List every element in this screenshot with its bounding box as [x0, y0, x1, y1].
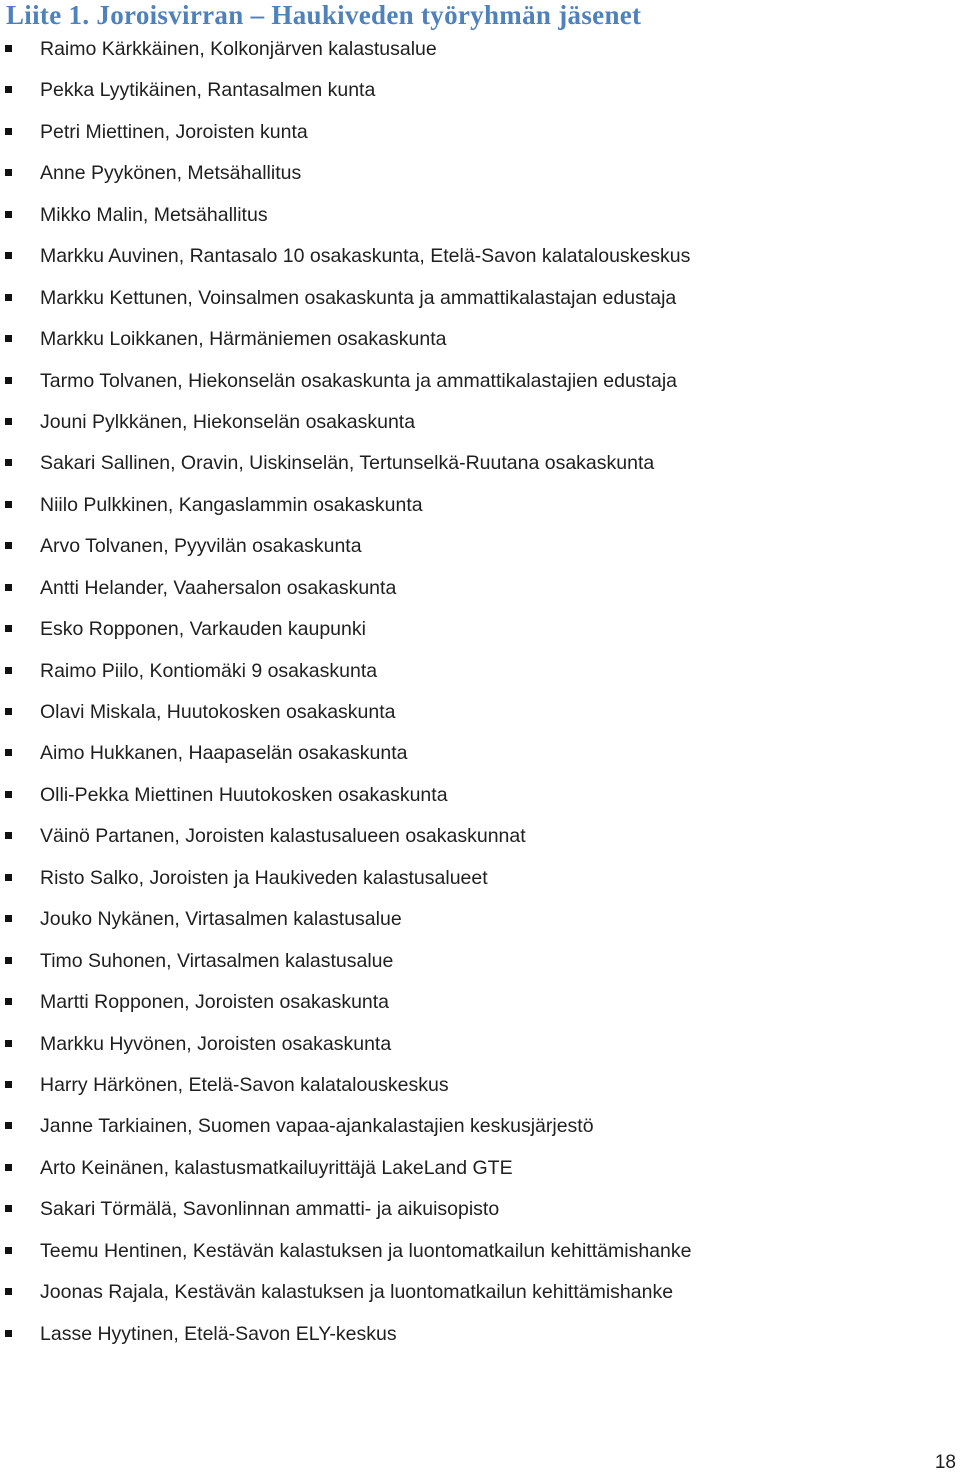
square-bullet-icon [5, 459, 12, 466]
square-bullet-icon [5, 1288, 12, 1295]
member-name: Petri Miettinen, Joroisten kunta [40, 120, 308, 143]
square-bullet-icon [5, 1205, 12, 1212]
square-bullet-icon [5, 45, 12, 52]
member-name: Pekka Lyytikäinen, Rantasalmen kunta [40, 79, 376, 102]
square-bullet-icon [5, 377, 12, 384]
page-title: Liite 1. Joroisvirran – Haukiveden työryhmän jäsenet [6, 0, 642, 30]
member-name: Arvo Tolvanen, Pyyvilän osakaskunta [40, 535, 362, 558]
square-bullet-icon [5, 501, 12, 508]
member-name: Markku Auvinen, Rantasalo 10 osakaskunta, Etelä-Savon kalatalouskeskus [40, 245, 691, 268]
member-name: Teemu Hentinen, Kestävän kalastuksen ja luontomatkailun kehittämishanke [40, 1239, 692, 1262]
member-name: Markku Loikkanen, Härmäniemen osakaskunta [40, 328, 447, 351]
member-name: Martti Ropponen, Joroisten osakaskunta [40, 991, 390, 1014]
square-bullet-icon [5, 708, 12, 715]
square-bullet-icon [5, 957, 12, 964]
member-name: Olavi Miskala, Huutokosken osakaskunta [40, 701, 396, 723]
square-bullet-icon [5, 749, 12, 756]
page-number: 18 [934, 1452, 956, 1473]
member-name: Esko Ropponen, Varkauden kaupunki [40, 618, 366, 641]
member-name: Harry Härkönen, Etelä-Savon kalatalouskeskus [40, 1073, 449, 1096]
square-bullet-icon [5, 791, 12, 798]
member-name: Markku Hyvönen, Joroisten osakaskunta [40, 1032, 392, 1055]
square-bullet-icon [5, 294, 12, 301]
square-bullet-icon [5, 211, 12, 218]
member-name: Sakari Törmälä, Savonlinnan ammatti- ja aikuisopisto [40, 1198, 500, 1221]
square-bullet-icon [5, 832, 12, 839]
square-bullet-icon [5, 1122, 12, 1129]
square-bullet-icon [5, 542, 12, 549]
square-bullet-icon [5, 418, 12, 425]
member-name: Lasse Hyytinen, Etelä-Savon ELY-keskus [40, 1322, 397, 1345]
square-bullet-icon [5, 667, 12, 674]
square-bullet-icon [5, 1247, 12, 1254]
member-name: Aimo Hukkanen, Haapaselän osakaskunta [40, 742, 408, 765]
square-bullet-icon [5, 335, 12, 342]
square-bullet-icon [5, 625, 12, 632]
member-name: Antti Helander, Vaahersalon osakaskunta [40, 576, 397, 599]
member-name: Markku Kettunen, Voinsalmen osakaskunta ja ammattikalastajan edustaja [40, 286, 677, 309]
member-name: Mikko Malin, Metsähallitus [40, 203, 268, 226]
member-name: Anne Pyykönen, Metsähallitus [40, 162, 302, 185]
member-name: Risto Salko, Joroisten ja Haukiveden kalastusalueet [40, 866, 488, 889]
square-bullet-icon [5, 1081, 12, 1088]
member-name: Raimo Kärkkäinen, Kolkonjärven kalastusalue [40, 38, 437, 60]
member-name: Arto Keinänen, kalastusmatkailuyrittäjä LakeLand GTE [40, 1156, 513, 1179]
member-name: Jouni Pylkkänen, Hiekonselän osakaskunta [40, 410, 416, 433]
member-name: Sakari Sallinen, Oravin, Uiskinselän, Tertunselkä-Ruutana osakaskunta [40, 452, 655, 475]
square-bullet-icon [5, 998, 12, 1005]
square-bullet-icon [5, 1330, 12, 1337]
square-bullet-icon [5, 1164, 12, 1171]
square-bullet-icon [5, 915, 12, 922]
square-bullet-icon [5, 128, 12, 135]
square-bullet-icon [5, 584, 12, 591]
member-name: Joonas Rajala, Kestävän kalastuksen ja luontomatkailun kehittämishanke [40, 1281, 674, 1304]
square-bullet-icon [5, 86, 12, 93]
member-name: Raimo Piilo, Kontiomäki 9 osakaskunta [40, 659, 378, 682]
square-bullet-icon [5, 1040, 12, 1047]
member-name: Timo Suhonen, Virtasalmen kalastusalue [40, 949, 394, 972]
square-bullet-icon [5, 252, 12, 259]
square-bullet-icon [5, 169, 12, 176]
member-name: Olli-Pekka Miettinen Huutokosken osakaskunta [40, 783, 448, 806]
member-name: Väinö Partanen, Joroisten kalastusalueen osakaskunnat [40, 825, 526, 848]
member-name: Janne Tarkiainen, Suomen vapaa-ajankalastajien keskusjärjestö [40, 1115, 594, 1138]
member-name: Niilo Pulkkinen, Kangaslammin osakaskunta [40, 493, 423, 516]
square-bullet-icon [5, 874, 12, 881]
member-name: Tarmo Tolvanen, Hiekonselän osakaskunta ja ammattikalastajien edustaja [40, 369, 677, 392]
member-name: Jouko Nykänen, Virtasalmen kalastusalue [40, 908, 402, 931]
